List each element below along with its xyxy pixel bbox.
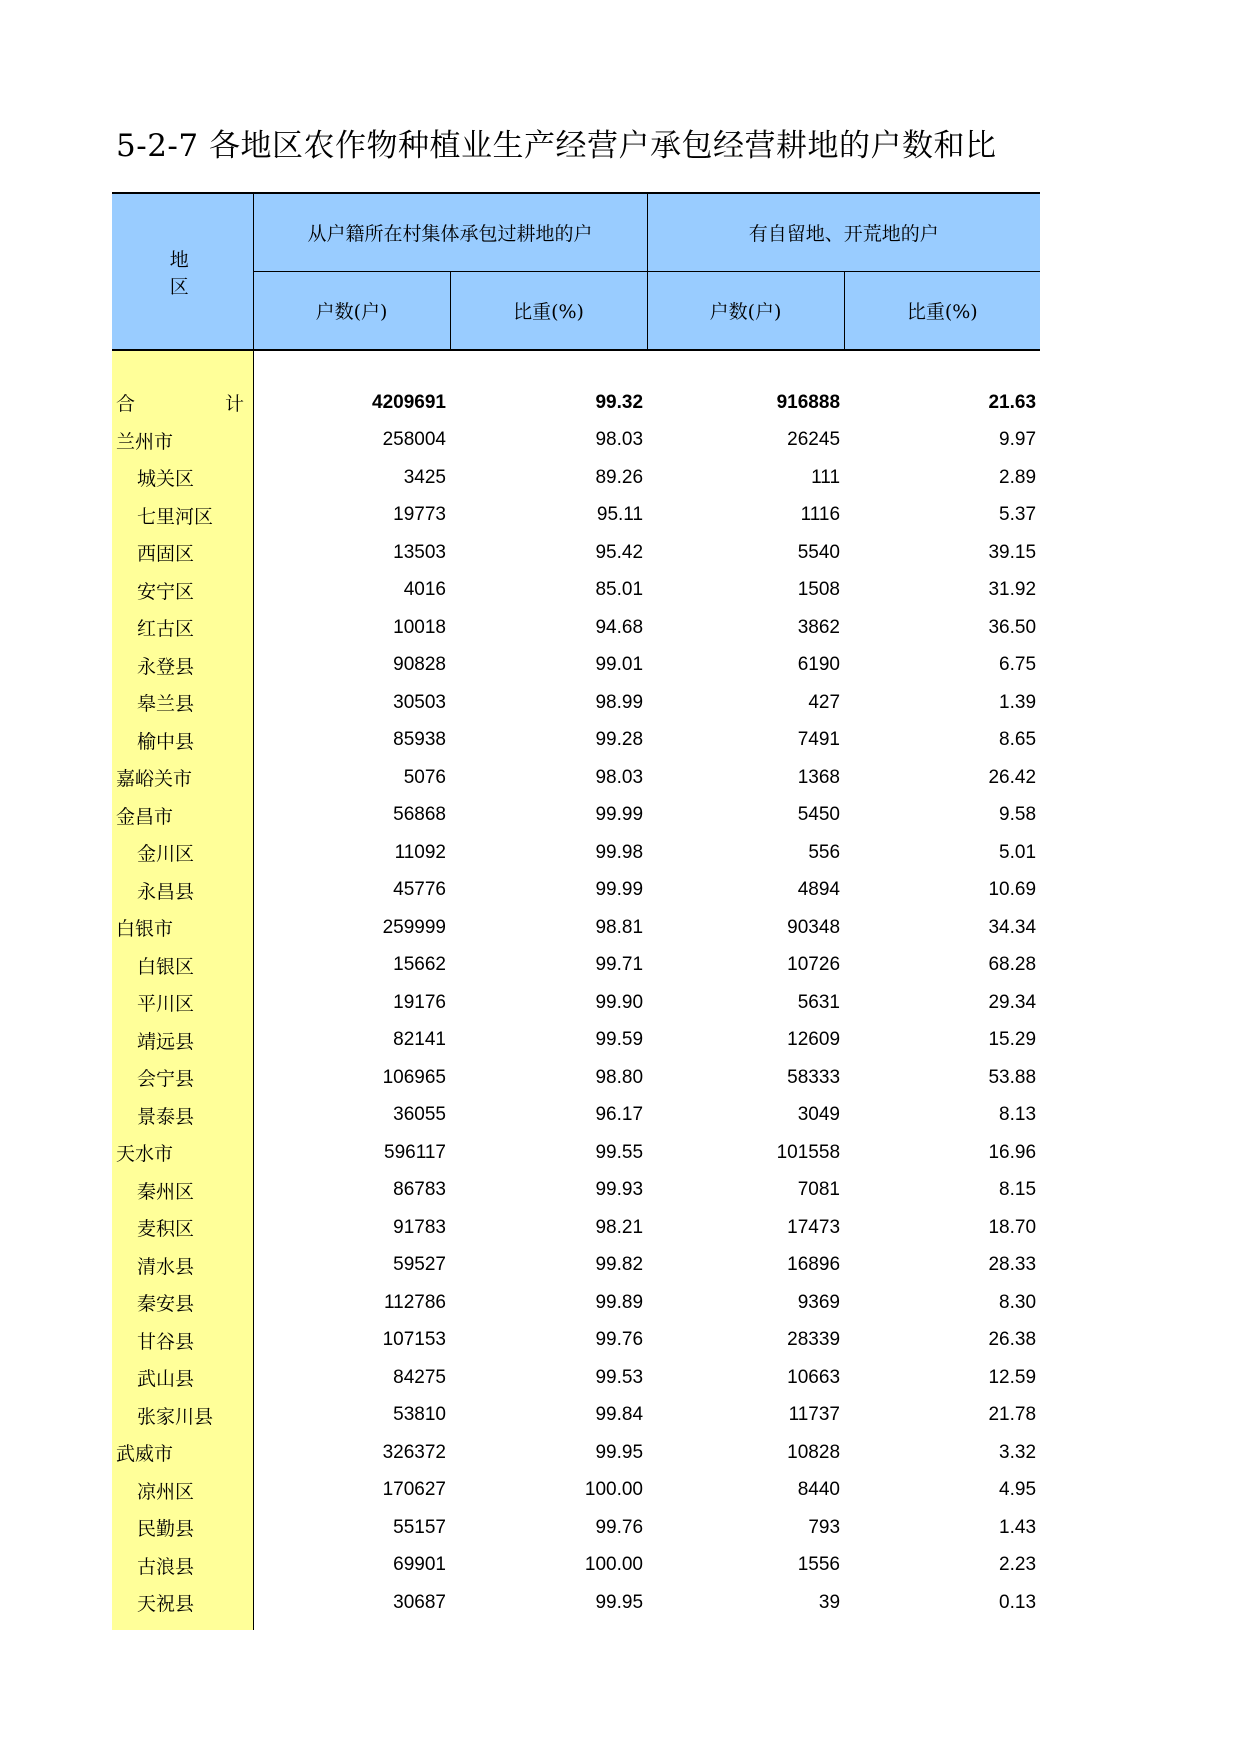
- region-name-cell: 红古区: [112, 609, 253, 647]
- private-plot-share-cell: 8.15: [999, 1179, 1037, 1201]
- contracted-share-cell: 89.26: [595, 466, 644, 488]
- contracted-households-cell: 326372: [382, 1441, 446, 1463]
- table-row: [112, 984, 1040, 1022]
- private-plot-households-cell: 5450: [797, 804, 841, 826]
- region-name-cell: 安宁区: [112, 572, 253, 610]
- region-name-cell: 榆中县: [112, 722, 253, 760]
- contracted-share-cell: 99.90: [595, 991, 644, 1013]
- share-column-header: 比重(%): [450, 272, 647, 351]
- contracted-households-cell: 30687: [393, 1591, 446, 1613]
- table-row: [112, 609, 1040, 647]
- region-name-cell: 麦积区: [112, 1209, 253, 1247]
- region-name-cell: 清水县: [112, 1247, 253, 1285]
- table-row: [112, 1172, 1040, 1210]
- private-plot-share-cell: 21.63: [988, 391, 1037, 413]
- private-plot-share-cell: 8.30: [999, 1291, 1037, 1313]
- private-plot-share-cell: 3.32: [999, 1441, 1037, 1463]
- private-plot-households-cell: 4894: [797, 879, 841, 901]
- private-plot-share-cell: 28.33: [988, 1254, 1037, 1276]
- region-name-cell: 天祝县: [112, 1584, 253, 1622]
- region-name-cell: 平川区: [112, 984, 253, 1022]
- private-plot-share-cell: 9.97: [999, 429, 1037, 451]
- private-plot-households-cell: 16896: [787, 1254, 841, 1276]
- region-name-cell: 城关区: [112, 459, 253, 497]
- contracted-households-cell: 56868: [393, 804, 446, 826]
- region-name-cell: 白银区: [112, 947, 253, 985]
- region-name-cell: 景泰县: [112, 1097, 253, 1135]
- private-plot-share-cell: 21.78: [988, 1404, 1037, 1426]
- contracted-households-cell: 10018: [393, 616, 446, 638]
- contracted-share-cell: 96.17: [595, 1104, 644, 1126]
- private-plot-households-cell: 793: [808, 1516, 841, 1538]
- private-plot-households-cell: 916888: [776, 391, 841, 413]
- private-plot-households-cell: 39: [818, 1591, 841, 1613]
- table-row: [112, 459, 1040, 497]
- table-row: [112, 1434, 1040, 1472]
- private-plot-households-cell: 10663: [787, 1366, 841, 1388]
- region-name-cell: 永昌县: [112, 872, 253, 910]
- private-plot-households-cell: 1556: [797, 1554, 841, 1576]
- private-plot-households-cell: 17473: [787, 1216, 841, 1238]
- contracted-households-cell: 4209691: [372, 391, 446, 413]
- table-row: [112, 1359, 1040, 1397]
- contracted-households-cell: 19773: [393, 504, 446, 526]
- private-plot-households-cell: 111: [811, 466, 841, 488]
- region-name-cell: 嘉峪关市: [112, 759, 253, 797]
- contracted-share-cell: 98.03: [595, 766, 644, 788]
- spacer-row: [112, 350, 1040, 384]
- contracted-households-cell: 19176: [393, 991, 446, 1013]
- region-name-cell: 民勤县: [112, 1509, 253, 1547]
- region-name-cell: 兰州市: [112, 422, 253, 460]
- contracted-share-cell: 100.00: [584, 1479, 644, 1501]
- private-plot-share-cell: 5.37: [999, 504, 1037, 526]
- spacer-row: [112, 1622, 1040, 1630]
- region-name-cell: 白银市: [112, 909, 253, 947]
- private-plot-share-cell: 4.95: [999, 1479, 1037, 1501]
- contracted-share-cell: 99.99: [595, 879, 644, 901]
- contracted-households-cell: 13503: [393, 541, 446, 563]
- private-plot-share-cell: 1.43: [999, 1516, 1037, 1538]
- private-plot-households-cell: 10726: [787, 954, 841, 976]
- private-plot-share-cell: 31.92: [988, 579, 1037, 601]
- table-row: [112, 722, 1040, 760]
- contracted-households-cell: 69901: [393, 1554, 446, 1576]
- table-row: [112, 647, 1040, 685]
- private-plot-share-cell: 0.13: [999, 1591, 1037, 1613]
- private-plot-households-cell: 427: [808, 691, 841, 713]
- contracted-households-cell: 59527: [393, 1254, 446, 1276]
- private-plot-share-cell: 2.89: [999, 466, 1037, 488]
- region-name-cell: 凉州区: [112, 1472, 253, 1510]
- contracted-households-cell: 90828: [393, 654, 446, 676]
- contracted-households-cell: 106965: [382, 1066, 446, 1088]
- region-name-cell: 张家川县: [112, 1397, 253, 1435]
- private-plot-share-cell: 34.34: [988, 916, 1037, 938]
- contracted-share-cell: 99.89: [595, 1291, 644, 1313]
- contracted-share-cell: 99.28: [595, 729, 644, 751]
- private-plot-share-cell: 16.96: [988, 1141, 1037, 1163]
- contracted-households-cell: 36055: [393, 1104, 446, 1126]
- total-row: [112, 384, 1040, 422]
- table-body: [112, 350, 1040, 1630]
- private-plot-share-cell: 9.58: [999, 804, 1037, 826]
- contracted-share-cell: 94.68: [595, 616, 644, 638]
- households-column-header: 户数(户): [253, 272, 450, 351]
- private-plot-share-cell: 12.59: [988, 1366, 1037, 1388]
- private-plot-share-cell: 1.39: [999, 691, 1037, 713]
- table-row: [112, 1059, 1040, 1097]
- table-header: [112, 193, 1040, 350]
- private-plot-households-cell: 12609: [787, 1029, 841, 1051]
- private-plot-households-cell: 3862: [797, 616, 841, 638]
- private-plot-households-cell: 7081: [797, 1179, 841, 1201]
- contracted-households-cell: 82141: [393, 1029, 446, 1051]
- private-plot-households-cell: 1116: [800, 504, 841, 526]
- table-row: [112, 534, 1040, 572]
- region-name-cell: 古浪县: [112, 1547, 253, 1585]
- private-plot-households-cell: 10828: [787, 1441, 841, 1463]
- contracted-share-cell: 99.95: [595, 1441, 644, 1463]
- households-column-header: 户数(户): [647, 272, 844, 351]
- region-name-cell: 合 计: [112, 384, 253, 422]
- contracted-share-cell: 99.82: [595, 1254, 644, 1276]
- private-plot-share-cell: 26.38: [988, 1329, 1037, 1351]
- contracted-households-cell: 258004: [382, 429, 446, 451]
- region-name-cell: 金川区: [112, 834, 253, 872]
- private-plot-households-cell: 7491: [797, 729, 841, 751]
- contracted-households-cell: 596117: [384, 1141, 446, 1163]
- contracted-share-cell: 99.95: [595, 1591, 644, 1613]
- private-plot-share-cell: 53.88: [988, 1066, 1037, 1088]
- table-row: [112, 872, 1040, 910]
- private-plot-share-cell: 68.28: [988, 954, 1037, 976]
- region-column-header: 地 区: [112, 193, 253, 350]
- table-row: [112, 1247, 1040, 1285]
- share-column-header: 比重(%): [844, 272, 1040, 351]
- region-name-cell: 甘谷县: [112, 1322, 253, 1360]
- contracted-share-cell: 98.80: [595, 1066, 644, 1088]
- contracted-share-cell: 99.99: [595, 804, 644, 826]
- private-plot-share-cell: 6.75: [999, 654, 1037, 676]
- contracted-households-cell: 5076: [403, 766, 446, 788]
- contracted-share-cell: 85.01: [595, 579, 644, 601]
- private-plot-share-cell: 10.69: [988, 879, 1037, 901]
- private-plot-share-cell: 5.01: [999, 841, 1037, 863]
- private-plot-share-cell: 8.13: [999, 1104, 1037, 1126]
- table-row: [112, 572, 1040, 610]
- contracted-households-cell: 53810: [393, 1404, 446, 1426]
- contracted-households-cell: 45776: [393, 879, 446, 901]
- table-row: [112, 834, 1040, 872]
- private-plot-households-cell: 90348: [787, 916, 841, 938]
- contracted-households-cell: 85938: [393, 729, 446, 751]
- contracted-households-cell: 112786: [384, 1291, 446, 1313]
- table-row: [112, 909, 1040, 947]
- private-plot-share-cell: 8.65: [999, 729, 1037, 751]
- region-name-cell: 永登县: [112, 647, 253, 685]
- table-row: [112, 759, 1040, 797]
- contracted-share-cell: 99.32: [595, 391, 644, 413]
- contracted-share-cell: 98.21: [595, 1216, 644, 1238]
- contracted-share-cell: 99.76: [595, 1516, 644, 1538]
- contracted-share-cell: 99.71: [595, 954, 644, 976]
- contracted-households-cell: 170627: [382, 1479, 446, 1501]
- private-plot-households-cell: 8440: [797, 1479, 841, 1501]
- table-row: [112, 1397, 1040, 1435]
- contracted-share-cell: 99.01: [595, 654, 644, 676]
- private-plot-households-cell: 1508: [797, 579, 841, 601]
- private-plot-share-cell: 2.23: [999, 1554, 1037, 1576]
- region-name-cell: 武威市: [112, 1434, 253, 1472]
- region-name-cell: 靖远县: [112, 1022, 253, 1060]
- table-row: [112, 1584, 1040, 1622]
- private-plot-households-cell: 26245: [787, 429, 841, 451]
- table-row: [112, 1209, 1040, 1247]
- region-name-cell: 武山县: [112, 1359, 253, 1397]
- private-plot-households-cell: 11737: [788, 1404, 841, 1426]
- table-row: [112, 1022, 1040, 1060]
- region-name-cell: 天水市: [112, 1134, 253, 1172]
- table-row: [112, 947, 1040, 985]
- contracted-households-cell: 107153: [382, 1329, 446, 1351]
- contracted-share-cell: 99.53: [595, 1366, 644, 1388]
- table-row: [112, 684, 1040, 722]
- contracted-share-cell: 99.84: [595, 1404, 644, 1426]
- private-plot-households-cell: 5631: [797, 991, 841, 1013]
- private-plot-households-cell: 3049: [797, 1104, 841, 1126]
- contracted-share-cell: 95.42: [595, 541, 644, 563]
- statistics-table: [112, 192, 1040, 1630]
- region-name-cell: 秦安县: [112, 1284, 253, 1322]
- private-plot-households-cell: 1368: [797, 766, 841, 788]
- contracted-households-cell: 84275: [393, 1366, 446, 1388]
- private-plot-households-cell: 6190: [797, 654, 841, 676]
- contracted-households-cell: 86783: [393, 1179, 446, 1201]
- private-plot-share-cell: 26.42: [988, 766, 1037, 788]
- table-row: [112, 1472, 1040, 1510]
- contracted-households-cell: 15662: [393, 954, 446, 976]
- private-plot-share-cell: 18.70: [988, 1216, 1037, 1238]
- private-plot-households-cell: 5540: [797, 541, 841, 563]
- private-plot-share-cell: 29.34: [988, 991, 1037, 1013]
- private-plot-households-cell: 58333: [787, 1066, 841, 1088]
- table-row: [112, 1322, 1040, 1360]
- table-row: [112, 1097, 1040, 1135]
- contracted-land-group-header: 从户籍所在村集体承包过耕地的户: [253, 193, 647, 272]
- private-plot-share-cell: 36.50: [988, 616, 1037, 638]
- table-row: [112, 1547, 1040, 1585]
- private-plot-households-cell: 28339: [787, 1329, 841, 1351]
- contracted-households-cell: 3425: [403, 466, 446, 488]
- region-name-cell: 秦州区: [112, 1172, 253, 1210]
- private-plot-share-cell: 15.29: [988, 1029, 1037, 1051]
- private-plot-households-cell: 9369: [797, 1291, 841, 1313]
- contracted-share-cell: 95.11: [596, 504, 644, 526]
- region-name-cell: 金昌市: [112, 797, 253, 835]
- contracted-share-cell: 98.81: [595, 916, 644, 938]
- table-row: [112, 1284, 1040, 1322]
- private-plot-households-cell: 556: [808, 841, 841, 863]
- contracted-share-cell: 99.59: [595, 1029, 644, 1051]
- contracted-share-cell: 100.00: [584, 1554, 644, 1576]
- region-name-cell: 七里河区: [112, 497, 253, 535]
- region-name-cell: 皋兰县: [112, 684, 253, 722]
- contracted-share-cell: 99.98: [595, 841, 644, 863]
- contracted-share-cell: 99.55: [595, 1141, 644, 1163]
- private-plot-group-header: 有自留地、开荒地的户: [647, 193, 1040, 272]
- contracted-share-cell: 99.93: [595, 1179, 644, 1201]
- contracted-share-cell: 98.03: [595, 429, 644, 451]
- contracted-households-cell: 259999: [382, 916, 446, 938]
- table-row: [112, 797, 1040, 835]
- contracted-share-cell: 98.99: [595, 691, 644, 713]
- contracted-households-cell: 91783: [393, 1216, 446, 1238]
- contracted-share-cell: 99.76: [595, 1329, 644, 1351]
- private-plot-share-cell: 39.15: [988, 541, 1037, 563]
- contracted-households-cell: 55157: [393, 1516, 446, 1538]
- table-row: [112, 1134, 1040, 1172]
- page-title: 5-2-7 各地区农作物种植业生产经营户承包经营耕地的户数和比: [116, 128, 997, 164]
- region-name-cell: 会宁县: [112, 1059, 253, 1097]
- private-plot-households-cell: 101558: [776, 1141, 841, 1163]
- contracted-households-cell: 4016: [403, 579, 446, 601]
- table-row: [112, 1509, 1040, 1547]
- contracted-households-cell: 30503: [393, 691, 446, 713]
- table-row: [112, 497, 1040, 535]
- contracted-households-cell: 11092: [394, 841, 446, 863]
- region-name-cell: 西固区: [112, 534, 253, 572]
- table-row: [112, 422, 1040, 460]
